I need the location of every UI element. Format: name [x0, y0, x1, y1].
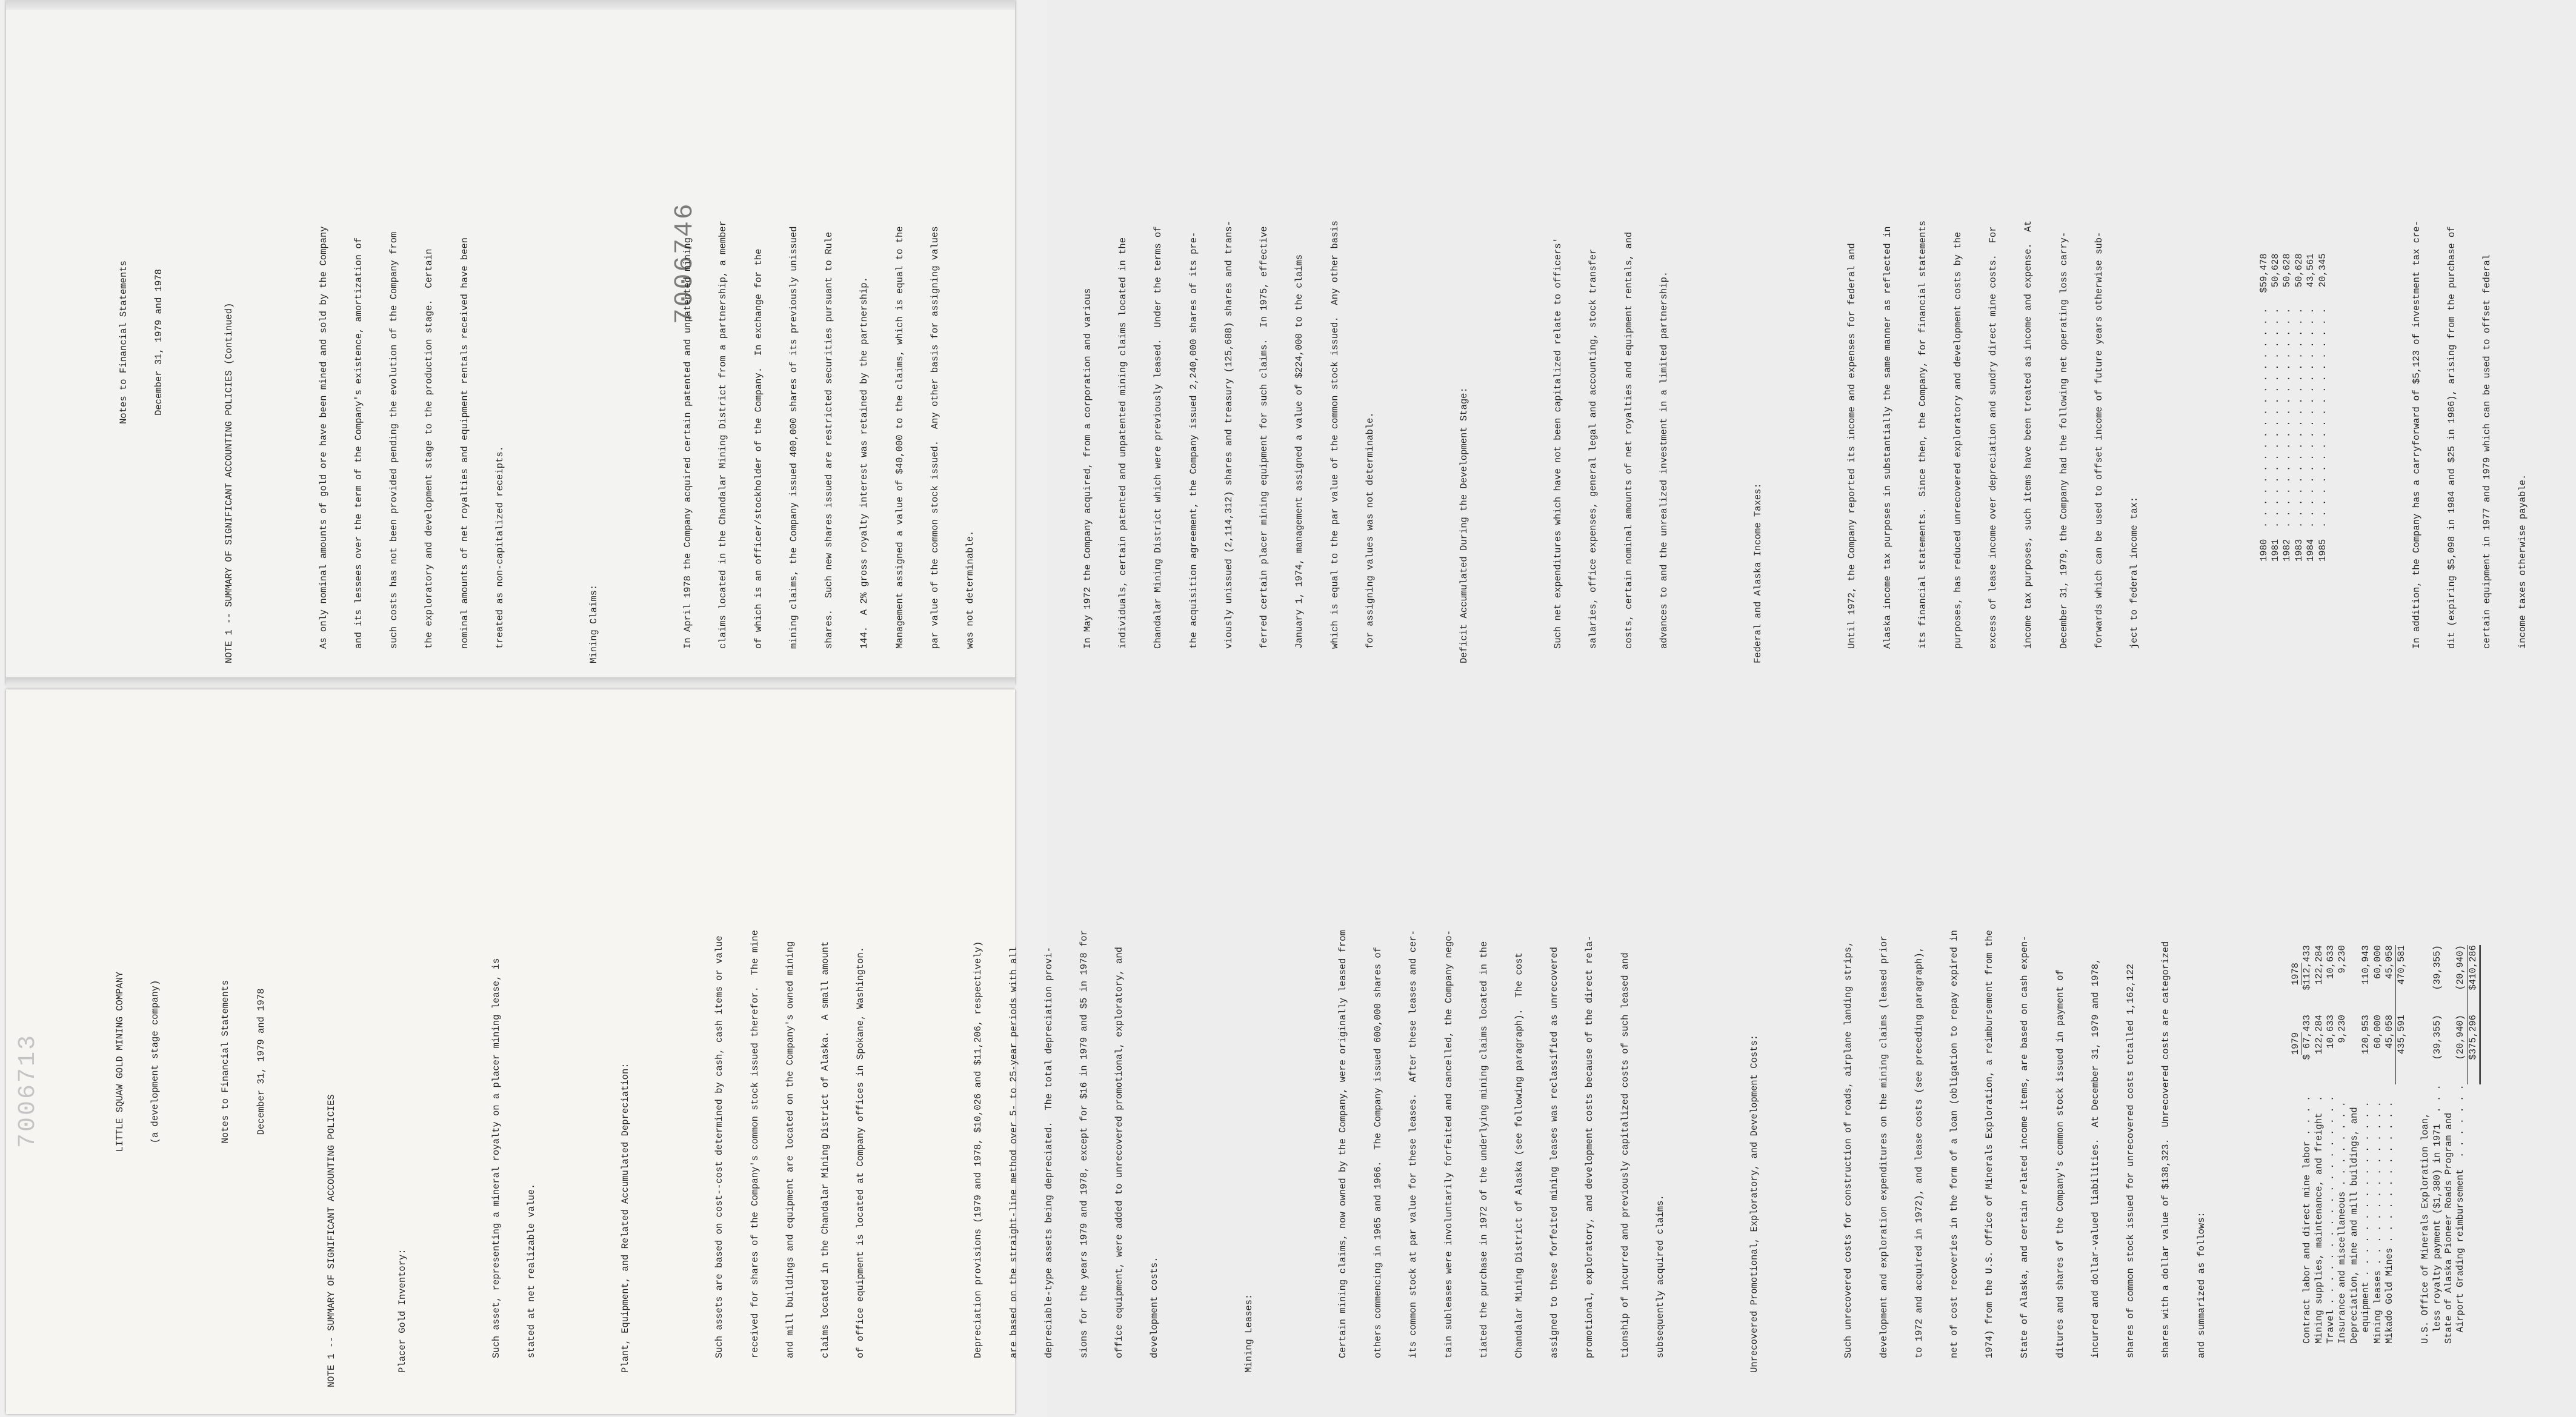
- table-row: [2337, 945, 2348, 1344]
- table-row: [2317, 253, 2329, 562]
- text-line: tionship of incurred and previously capitalized costs of such leased and: [1619, 952, 1631, 1358]
- text-line: the acquisition agreement, the Company issued 2,240,000 shares of its pre-: [1188, 231, 1199, 649]
- year-cell: 1983: [2293, 539, 2305, 562]
- text-line: Such unrecovered costs for construction of roads, airplane landing strips,: [1843, 941, 1854, 1358]
- leader-dots: . . . . . . . . . . . . . . . . . . . .: [2281, 308, 2293, 528]
- text-line: tain subleases were involuntarily forfeited and cancelled, the Company nego-: [1443, 930, 1454, 1358]
- row-label: equipment . . . . . . . . . . . . . . . .: [2360, 1101, 2372, 1344]
- text-line: salaries, office expenses, general legal and accounting, stock transfer: [1588, 248, 1599, 649]
- text-line: for assigning values was not determinable.: [1364, 412, 1376, 649]
- document-number-stamp-top: 7006746: [670, 202, 699, 324]
- deficit-para: [1529, 21, 1694, 663]
- value-1979: 10,633: [2325, 1015, 2336, 1049]
- text-line: net of cost recoveries in the form of a loan (obligation to repay expired in: [1949, 930, 1960, 1358]
- leases-heading: Mining Leases:: [1243, 1293, 1254, 1373]
- value-1978: (20,940): [2455, 945, 2466, 991]
- placer-heading: Placer Gold Inventory:: [396, 1249, 408, 1373]
- value-1978: 110,943: [2360, 945, 2372, 985]
- text-line: incurred and dollar-valued liabilities. At December 31, 1979 and 1978,: [2089, 958, 2101, 1358]
- text-line: nominal amounts of net royalties and equipment rentals received have been: [459, 237, 470, 649]
- text-line: was not determinable.: [965, 530, 976, 649]
- plant-para1: [691, 736, 891, 1387]
- text-line: of office equipment is located at Company offices in Spokane, Washington.: [855, 946, 867, 1358]
- leases-para: [1314, 736, 1690, 1387]
- leader-dots: . . . . . . . . . . . . . . . . . . . .: [2269, 308, 2281, 528]
- value-1979: [2443, 1015, 2455, 1084]
- text-line: and mill buildings and equipment are located on the Company's owned mining: [784, 941, 796, 1358]
- page2-note-heading: NOTE 1 -- SUMMARY OF SIGNIFICANT ACCOUNTING POLICIES (Continued): [224, 302, 235, 663]
- text-line: income taxes otherwise payable.: [2517, 474, 2528, 649]
- text-line: development and exploration expenditures on the mining claims (leased prior: [1878, 935, 1889, 1358]
- text-line: assigned to these forfeited mining leases was reclassified as unrecovered: [1549, 946, 1560, 1358]
- unrecovered-costs-table: [2290, 945, 2481, 1344]
- value-1979: $ 67,433: [2301, 1015, 2313, 1060]
- text-line: Such asset, representing a mineral royalty on a placer mining lease, is: [490, 958, 502, 1358]
- table-row: [2305, 253, 2317, 562]
- unrecovered-para: [1820, 736, 2231, 1387]
- value-1978: 45,058: [2384, 945, 2395, 979]
- value-1978: (39,355): [2431, 945, 2443, 991]
- text-line: claims located in the Chandalar Mining District of Alaska. A small amount: [820, 941, 831, 1358]
- year-cell: 1984: [2305, 539, 2317, 562]
- page1-dates: December 31, 1979 and 1978: [255, 988, 267, 1135]
- amount-cell: 43,561: [2305, 253, 2317, 288]
- text-line: depreciable-type assets being depreciated. The total depreciation provi-: [1043, 946, 1054, 1358]
- taxes-para: [1823, 21, 2165, 663]
- table-row: [2432, 945, 2443, 1344]
- text-line: Chandalar Mining District which were previously leased. Under the terms of: [1153, 226, 1164, 649]
- text-line: Depreciation provisions (1979 and 1978, $10,026 and $11,206, respectively): [973, 941, 984, 1358]
- amount-cell: 50,628: [2269, 253, 2281, 288]
- page1-content: [91, 736, 2504, 1387]
- text-line: to 1972 and acquired in 1972), and lease costs (see preceding paragraph),: [1913, 946, 1925, 1358]
- row-label: Airport Grading reimbursement . . . . . . .: [2455, 1084, 2466, 1344]
- plant-para2: [950, 736, 1185, 1387]
- text-line: received for shares of the Company's common stock issued therefor. The mine: [749, 930, 760, 1358]
- year-cell: 1980: [2258, 539, 2269, 562]
- row-label: Insurance and miscellaneous . . . . . . . .: [2337, 1101, 2348, 1344]
- text-line: Certain mining claims, now owned by the Company, were originally leased from: [1337, 930, 1348, 1358]
- row-label: Mining leases . . . . . . . . . . . . . . .: [2372, 1101, 2383, 1344]
- text-line: shares of common stock issued for unrecovered costs totalled 1,162,122: [2125, 963, 2137, 1358]
- mining-claims-para2: [1059, 21, 1400, 663]
- text-line: costs, certain nominal amounts of net royalties and equipment rentals, and: [1623, 231, 1634, 649]
- text-line: tiated the purchase in 1972 of the underlying mining claims located in the: [1478, 941, 1489, 1358]
- placer-para: [467, 736, 561, 1387]
- value-1978: 60,000: [2372, 945, 2383, 979]
- table-row: [2325, 945, 2337, 1344]
- subtotal-1979: 435,591: [2396, 1015, 2408, 1084]
- text-line: excess of lease income over depreciation and sundry direct mine costs. For: [1988, 226, 1999, 649]
- text-line: Such assets are based on cost--cost determined by cash, cash items or value: [714, 935, 725, 1358]
- row-label: U.S. Office of Minerals Exploration loan,: [2420, 1112, 2431, 1344]
- page1-title: Notes to Financial Statements: [220, 980, 231, 1144]
- text-line: In May 1972 the Company acquired, from a corporation and various: [1082, 288, 1094, 649]
- value-1979: [2349, 1015, 2360, 1084]
- text-line: Until 1972, the Company reported its income and expenses for federal and: [1846, 243, 1858, 649]
- value-1978: 10,633: [2325, 945, 2336, 979]
- row-label: Contract labor and direct mine labor . . . .: [2301, 1095, 2313, 1344]
- text-line: ferred certain placer mining equipment for such claims. In 1975, effective: [1259, 226, 1270, 649]
- page2-content: [95, 21, 2576, 663]
- table-row: [2360, 945, 2372, 1344]
- year-cell: 1981: [2269, 539, 2281, 562]
- text-line: income tax purposes, such items have been treated as income and expense. At: [2023, 221, 2034, 649]
- value-1979: 60,000: [2372, 1015, 2383, 1049]
- text-line: As only nominal amounts of gold ore have been mined and sold by the Company: [318, 226, 329, 649]
- table-row: [2301, 945, 2313, 1344]
- mining-claims-para1: [659, 21, 1000, 663]
- table-row: [2270, 253, 2281, 562]
- text-line: its financial statements. Since then, the Company, for financial statements: [1917, 221, 1928, 649]
- text-line: such costs has not been provided pending the evolution of the Company from: [388, 231, 400, 649]
- value-1979: 120,953: [2360, 1015, 2372, 1055]
- table-row: [2314, 945, 2325, 1344]
- company-name: LITTLE SQUAW GOLD MINING COMPANY: [114, 971, 125, 1152]
- text-line: In April 1978 the Company acquired certain patented and unpatented mining: [682, 237, 694, 649]
- col-1978-header: 1978: [2289, 963, 2301, 986]
- year-cell: 1982: [2281, 539, 2293, 562]
- page2-dates: December 31, 1979 and 1978: [153, 269, 165, 416]
- text-line: and its lessees over the term of the Company's existence, amortization of: [353, 237, 364, 649]
- text-line: its common stock at par value for these leases. After these leases and cer-: [1408, 930, 1419, 1358]
- text-line: In addition, the Company has a carryforward of $5,123 of investment tax cre-: [2411, 221, 2422, 649]
- amount-cell: 50,628: [2281, 253, 2293, 288]
- value-1979: 45,058: [2384, 1015, 2395, 1049]
- value-1979: [2420, 1015, 2431, 1084]
- value-1978: $112,433: [2301, 945, 2313, 991]
- text-line: 1974) from the U.S. Office of Minerals Exploration, a reimbursement from the: [1984, 930, 1995, 1358]
- carryforward-table: [2258, 253, 2329, 562]
- table-row: [2294, 253, 2305, 562]
- text-line: are based on the straight-line method over 5- to 25-year periods with all: [1008, 946, 1019, 1358]
- text-line: advances to and the unrealized investment in a limited partnership.: [1658, 271, 1669, 649]
- value-1978: 122,284: [2313, 945, 2325, 985]
- leader-dots: . . . . . . . . . . . . . . . . . . . .: [2258, 308, 2269, 528]
- text-line: claims located in the Chandalar Mining District from a partnership, a member: [717, 221, 729, 649]
- text-line: par value of the common stock issued. Any other basis for assigning values: [929, 226, 940, 649]
- value-1979: (20,940): [2455, 1015, 2466, 1060]
- text-line: mining claims, the Company issued 400,000 shares of its previously unissued: [788, 226, 799, 649]
- text-line: sions for the years 1979 and 1978, except for $16 in 1979 and $5 in 1978 for: [1079, 930, 1090, 1358]
- page2-title: Notes to Financial Statements: [118, 261, 129, 424]
- text-line: viously unissued (2,114,312) shares and treasury (125,688) shares and trans-: [1223, 221, 1234, 649]
- text-line: promotional, exploratory, and development costs because of the direct rela-: [1584, 935, 1596, 1358]
- text-line: and summarized as follows:: [2195, 1212, 2207, 1358]
- text-line: of which is an officer/stockholder of the Company. In exchange for the: [753, 248, 764, 649]
- value-1979: 9,230: [2337, 1015, 2348, 1043]
- text-line: January 1, 1974, management assigned a value of $224,000 to the claims: [1294, 254, 1305, 649]
- plant-heading: Plant, Equipment, and Related Accumulated Depreciation:: [620, 1063, 631, 1373]
- page1-note-heading: NOTE 1 -- SUMMARY OF SIGNIFICANT ACCOUNTING POLICIES: [326, 1094, 338, 1387]
- row-label: Mikado Gold Mines . . . . . . . . . . . . .: [2384, 1101, 2395, 1344]
- page-edge: [6, 0, 1015, 10]
- subtotal-row: [2396, 945, 2408, 1344]
- table-row: [2384, 945, 2396, 1344]
- subtotal-1978: 470,581: [2396, 945, 2408, 1015]
- deficit-heading: Deficit Accumulated During the Development Stage:: [1459, 387, 1470, 663]
- table-row: [2372, 945, 2384, 1344]
- mining-claims-heading: Mining Claims:: [588, 584, 600, 663]
- text-line: ject to federal income tax:: [2129, 496, 2140, 649]
- table-row: [2420, 945, 2431, 1344]
- text-line: Alaska income tax purposes in substantially the same manner as reflected in: [1882, 226, 1893, 649]
- document-number-stamp-bottom: 7006713: [15, 1033, 42, 1148]
- text-line: which is equal to the par value of the common stock issued. Any other basis: [1329, 221, 1340, 649]
- total-row: [2467, 945, 2480, 1344]
- table-row: [2443, 945, 2455, 1344]
- leader-dots: . . . . . . . . . . . . . . . . . . . .: [2293, 308, 2305, 528]
- total-1978: $410,286: [2467, 945, 2480, 1015]
- value-1979: (39,355): [2431, 1015, 2443, 1060]
- col-1979-header: 1979: [2289, 1032, 2301, 1055]
- taxes-heading: Federal and Alaska Income Taxes:: [1752, 483, 1764, 663]
- text-line: subsequently acquired claims.: [1654, 1195, 1666, 1358]
- text-line: Such net expenditures which have not been capitalized relate to officers': [1553, 237, 1564, 649]
- text-line: stated at net realizable value.: [525, 1183, 537, 1358]
- row-label: less royalty payment ($1,380) in 1971 . . .: [2431, 1084, 2443, 1344]
- row-label: Depreciation, mine and mill buildings, and: [2348, 1107, 2360, 1344]
- company-subtitle: (a development stage company): [150, 980, 161, 1144]
- text-line: development costs.: [1149, 1256, 1160, 1358]
- year-cell: 1985: [2317, 539, 2328, 562]
- value-1978: [2443, 945, 2455, 1015]
- text-line: shares with a dollar value of $138,323. Unrecovered costs are categorized: [2160, 941, 2172, 1358]
- text-line: Chandalar Mining District of Alaska (see following paragraph). The cost: [1514, 952, 1525, 1358]
- table-row: [2258, 253, 2270, 562]
- text-line: shares. Such new shares issued are restricted securities pursuant to Rule: [824, 231, 835, 649]
- row-label: State of Alaska Pioneer Roads Program and: [2443, 1112, 2455, 1344]
- row-label: Travel . . . . . . . . . . . . . . . . . . .: [2325, 1095, 2336, 1344]
- text-line: others commencing in 1965 and 1966. The Company issued 600,000 shares of: [1373, 946, 1384, 1358]
- amount-cell: 50,628: [2293, 253, 2305, 288]
- text-line: certain equipment in 1977 and 1979 which can be used to offset federal: [2481, 254, 2493, 649]
- text-line: December 31, 1979, the Company had the following net operating loss carry-: [2058, 231, 2069, 649]
- total-1979: $375,296: [2467, 1015, 2480, 1084]
- value-1979: 122,284: [2313, 1015, 2325, 1055]
- value-1978: [2349, 945, 2360, 1015]
- text-line: ditures and shares of the Company's common stock issued in payment of: [2054, 969, 2066, 1358]
- text-line: purposes, has reduced unrecovered exploratory and development costs by the: [1952, 231, 1964, 649]
- text-line: individuals, certain patented and unpatented mining claims located in the: [1117, 237, 1129, 649]
- text-line: Management assigned a value of $40,000 to the claims, which is equal to the: [894, 226, 905, 649]
- text-line: 144. A 2% gross royalty interest was retained by the partnership.: [859, 277, 870, 649]
- row-label: Mining supplies, maintenance, and freight .: [2313, 1095, 2325, 1344]
- value-1978: 9,230: [2337, 945, 2348, 974]
- table-row: [2281, 253, 2293, 562]
- text-line: office equipment, were added to unrecovered promotional, exploratory, and: [1114, 946, 1125, 1358]
- table-row: [2349, 945, 2360, 1344]
- text-line: State of Alaska, and certain related income items, are based on cash expen-: [2019, 935, 2031, 1358]
- amount-cell: $59,478: [2258, 253, 2269, 293]
- unrecovered-heading: Unrecovered Promotional, Exploratory, and Development Costs:: [1749, 1034, 1760, 1373]
- investment-credit-para: [2388, 21, 2552, 663]
- page2-intro: [295, 21, 530, 663]
- value-1978: [2420, 945, 2431, 1015]
- text-line: treated as non-capitalized receipts.: [494, 446, 505, 649]
- leader-dots: . . . . . . . . . . . . . . . . . . . .: [2305, 308, 2317, 528]
- text-line: dit (expiring $5,098 in 1984 and $25 in 1986), arising from the purchase of: [2446, 226, 2458, 649]
- table-row: [2455, 945, 2467, 1344]
- amount-cell: 20,345: [2317, 253, 2328, 288]
- table-header-row: [2290, 945, 2301, 1344]
- text-line: the exploratory and development stage to the production stage. Certain: [424, 248, 435, 649]
- text-line: forwards which can be used to offset income of future years otherwise sub-: [2093, 231, 2105, 649]
- leader-dots: . . . . . . . . . . . . . . . . . . . .: [2317, 308, 2328, 528]
